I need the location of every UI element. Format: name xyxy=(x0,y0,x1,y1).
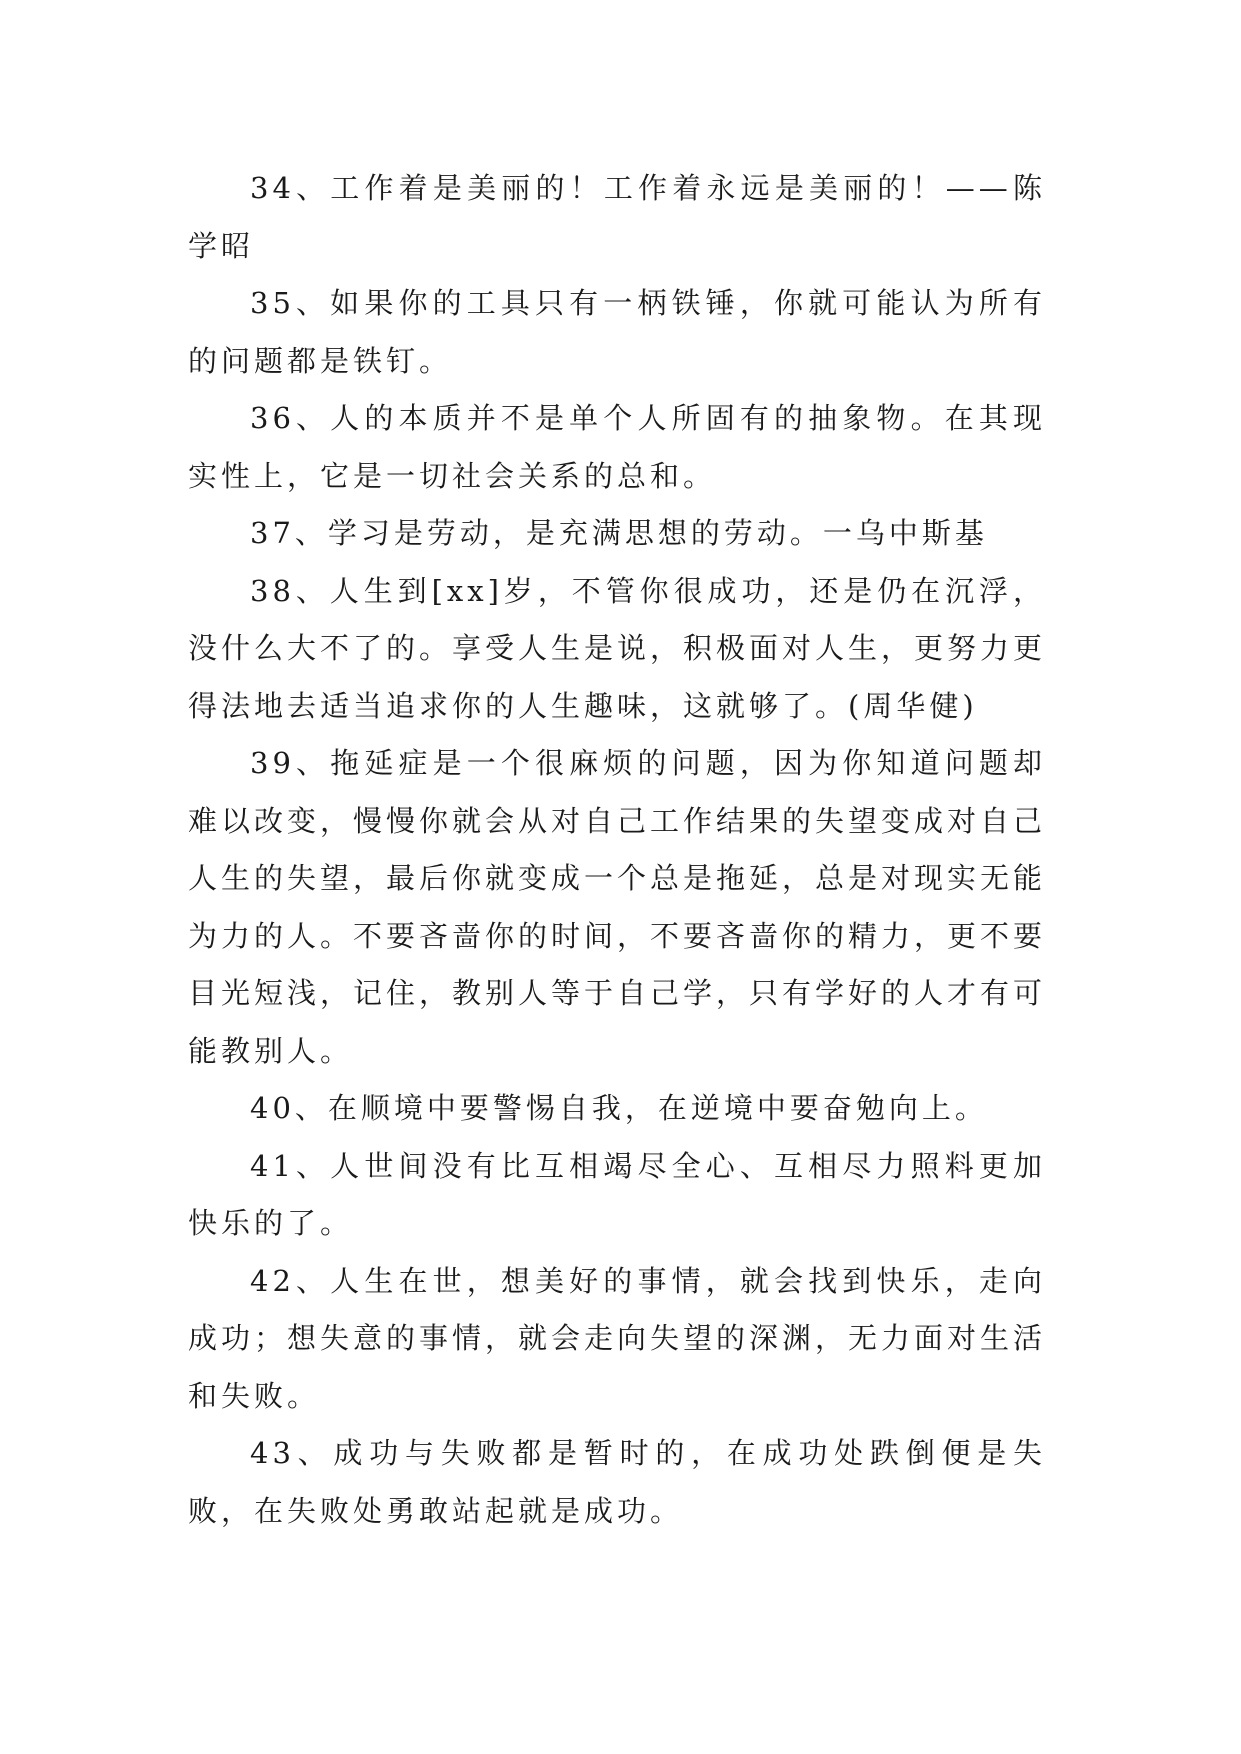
quote-paragraph-38: 38、人生到[xx]岁，不管你很成功，还是仍在沉浮，没什么大不了的。享受人生是说，积极面对人生，更努力更得法地去适当追求你的人生趣味，这就够了。(周华健) xyxy=(188,573,1047,723)
quote-paragraph-41: 41、人世间没有比互相竭尽全心、互相尽力照料更加快乐的了。 xyxy=(188,1148,1046,1240)
quote-paragraph-42: 42、人生在世，想美好的事情，就会找到快乐，走向成功；想失意的事情，就会走向失望的深渊，无力面对生活和失败。 xyxy=(188,1263,1047,1413)
quote-paragraph-35: 35、如果你的工具只有一柄铁锤，你就可能认为所有的问题都是铁钉。 xyxy=(188,286,1046,378)
quote-paragraph-36: 36、人的本质并不是单个人所固有的抽象物。在其现实性上，它是一切社会关系的总和。 xyxy=(188,401,1046,493)
quote-paragraph-39: 39、拖延症是一个很麻烦的问题，因为你知道问题却难以改变，慢慢你就会从对自己工作结果的失望变成对自己人生的失望，最后你就变成一个总是拖延，总是对现实无能为力的人。不要吝啬你的时间，不要吝啬你的精力，更不要目光短浅，记住，教别人等于自己学，只有学好的人才有可能教别人。 xyxy=(188,746,1047,1068)
quote-paragraph-40: 40、在顺境中要警惕自我，在逆境中要奋勉向上。 xyxy=(250,1091,988,1125)
quote-paragraph-37: 37、学习是劳动，是充满思想的劳动。一乌中斯基 xyxy=(250,516,988,550)
quote-paragraph-43: 43、成功与失败都是暂时的，在成功处跌倒便是失败，在失败处勇敢站起就是成功。 xyxy=(188,1436,1046,1528)
quote-paragraph-34: 34、工作着是美丽的！工作着永远是美丽的！——陈学昭 xyxy=(188,171,1046,263)
document-body xyxy=(188,160,1046,1540)
